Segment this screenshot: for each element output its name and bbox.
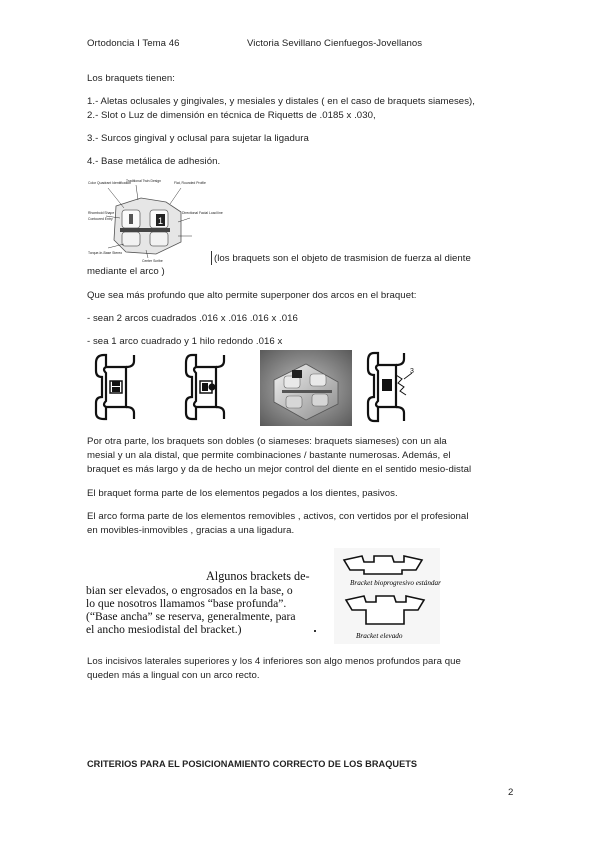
list-item: 2.- Slot o Luz de dimensión en técnica de Riquetts de .0185 x .030,: [87, 110, 376, 121]
header-course: Ortodoncia I Tema 46: [87, 38, 180, 49]
bracket-profile-square-and-round: [176, 351, 240, 423]
label-contoured-entry: Contoured Entry: [88, 217, 113, 221]
figure1-caption-cont: mediante el arco ): [87, 266, 165, 277]
label-center-scribe: Center Scribe: [142, 259, 163, 263]
cursor-divider: [211, 251, 212, 265]
label-elevated-bracket: Bracket elevado: [356, 632, 403, 640]
paragraph: El braquet forma parte de los elementos pegados a los dientes, pasivos.: [87, 488, 398, 499]
scanned-excerpt: [84, 548, 440, 644]
bracket-base-comparison-figure: [334, 548, 440, 644]
svg-text:1: 1: [158, 216, 164, 226]
scan-speck: [314, 630, 316, 632]
paragraph: mesial y un ala distal, que permite combinaciones / bastante numerosas. Además, el: [87, 450, 451, 461]
paragraph: Los incisivos laterales superiores y los 4 inferiores son algo menos profundos para que: [87, 656, 461, 667]
bracket-photo: [260, 350, 352, 426]
bracket-profile-2-square-arcs: [86, 351, 150, 423]
bracket-profile-with-ligature: [360, 349, 424, 425]
scan-line: (“Base ancha” se reserva, generalmente, para: [86, 610, 296, 623]
label-color-quadrant: Color Quadrant Identification: [88, 181, 132, 185]
bullet: - sea 1 arco cuadrado y 1 hilo redondo .016 x: [87, 336, 283, 347]
label-rhomboid: Rhomboid Shape: [88, 211, 115, 215]
scan-line: el ancho mesiodistal del bracket.): [86, 623, 242, 636]
scan-line: lo que nosotros llamamos “base profunda”.: [86, 597, 287, 610]
list-item: 4.- Base metálica de adhesión.: [87, 156, 221, 167]
paragraph: braquet es más largo y da de hecho un mejor control del diente en el sentido mesio-distal: [87, 464, 472, 475]
paragraph: Por otra parte, los braquets son dobles (o siameses: braquets siameses) con un ala: [87, 436, 447, 447]
paragraph: Que sea más profundo que alto permite superponer dos arcos en el braquet:: [87, 290, 417, 301]
label-twin-design: Traditional Twin Design: [126, 179, 162, 183]
label-torque-base: Torque-In-Base Stereo: [88, 251, 123, 255]
paragraph: El arco forma parte de los elementos removibles , activos, con vertidos por el profesional: [87, 511, 469, 522]
scan-line: Algunos brackets de-: [206, 569, 310, 583]
figure1-caption: (los braquets son el objeto de trasmision de fuerza al diente: [214, 253, 471, 264]
paragraph: en movibles-inmovibles , gracias a una ligadura.: [87, 525, 295, 536]
paragraph: queden más a lingual con un arco recto.: [87, 670, 260, 681]
label-standard-bracket: Bracket bioprogresivo estándar: [350, 579, 441, 587]
label-flat-profile: Flat, Rounded Profile: [174, 181, 206, 185]
scan-line: bian ser elevados, o engrosados en la base, o: [86, 584, 293, 597]
page-number: 2: [508, 787, 514, 798]
figure2-label-3: 3: [410, 368, 414, 375]
list-item: 1.- Aletas oclusales y gingivales, y mesiales y distales ( en el caso de braquets siameses),: [87, 96, 475, 107]
bracket-anatomy-figure: [86, 176, 223, 264]
bullet: - sean 2 arcos cuadrados .016 x .016 .016 x .016: [87, 313, 298, 324]
section-heading: CRITERIOS PARA EL POSICIONAMIENTO CORRECTO DE LOS BRAQUETS: [87, 759, 418, 769]
header-author: Victoria Sevillano Cienfuegos-Jovellanos: [247, 38, 423, 49]
list-item: 3.- Surcos gingival y oclusal para sujetar la ligadura: [87, 133, 309, 144]
intro-text: Los braquets tienen:: [87, 73, 175, 84]
label-facial-load: Directional Facial Load line: [182, 211, 223, 215]
